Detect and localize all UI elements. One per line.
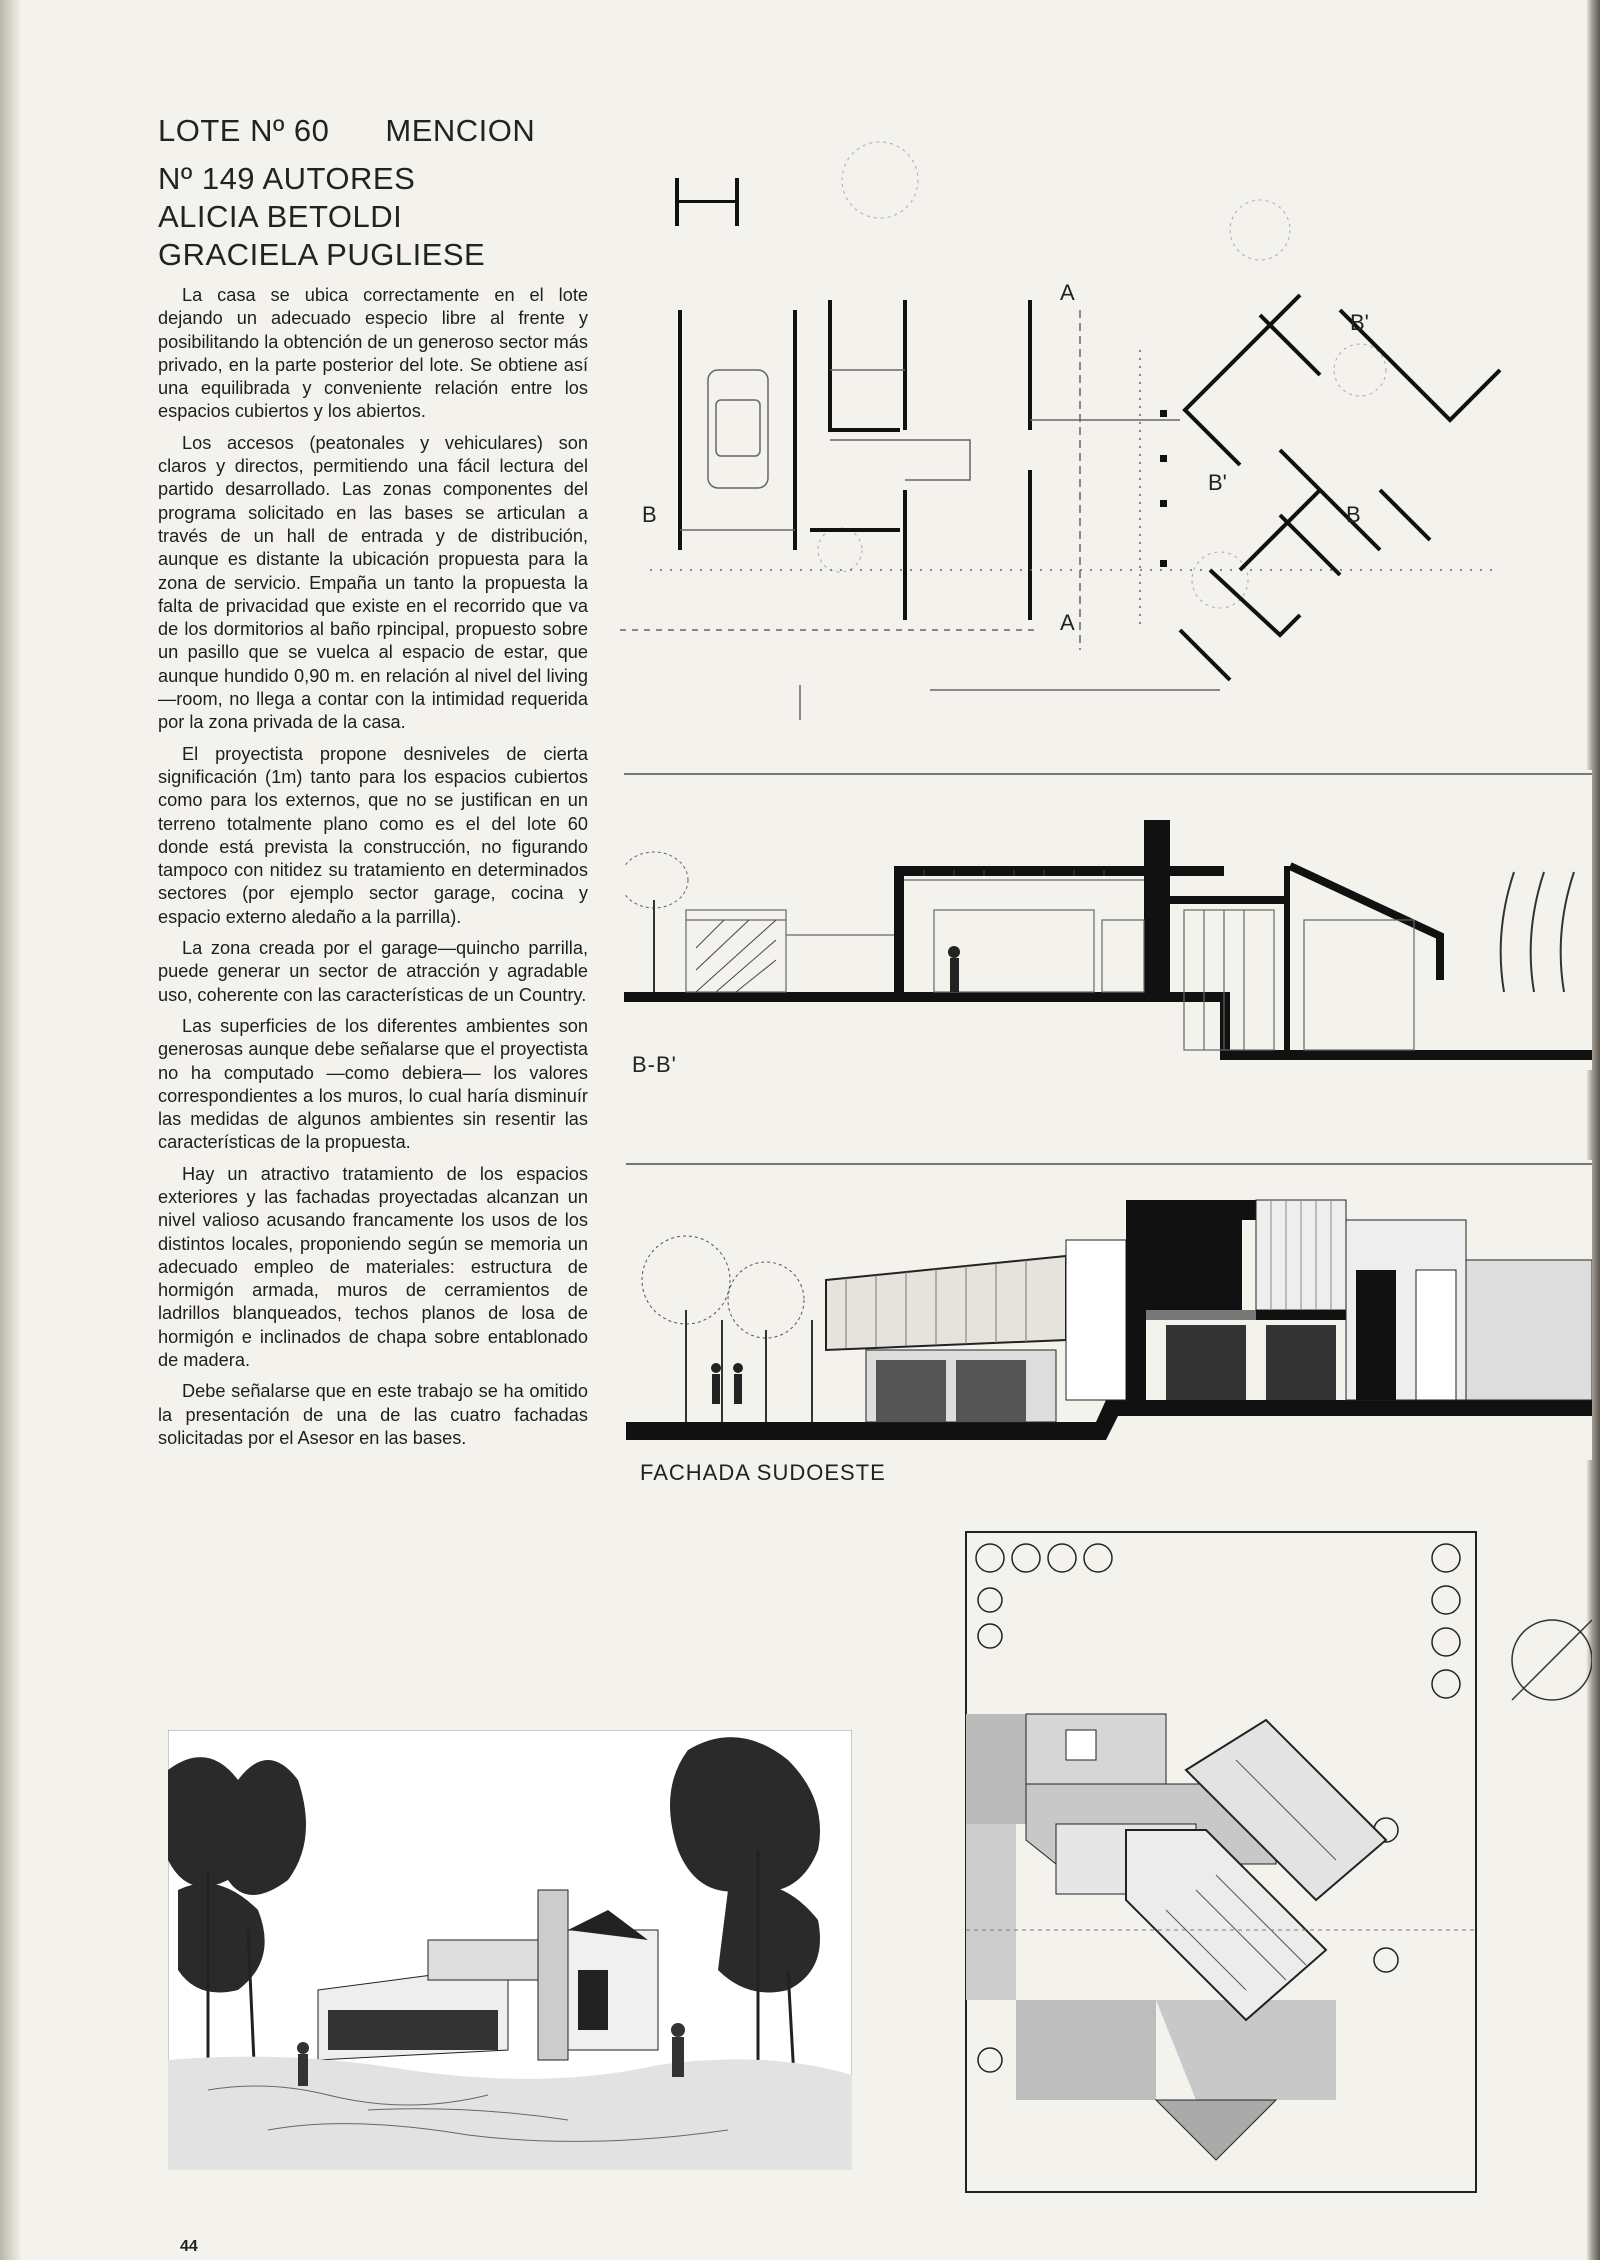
- lot-number: LOTE Nº 60: [158, 113, 330, 148]
- section-mark-a: A: [1060, 610, 1075, 635]
- article-header: [158, 112, 578, 274]
- page-binding-shadow-left: [0, 0, 22, 2260]
- body-paragraph: Debe señalarse que en este trabajo se ha omitido la presentación de una de las cuatro fachadas solicitadas por el Asesor en las bases.: [158, 1381, 588, 1448]
- section-mark-b: B: [642, 502, 657, 527]
- body-paragraph: La zona creada por el garage—quincho parrilla, puede generar un sector de atracción y agradable uso, coherente con las características de un Country.: [158, 938, 588, 1005]
- section-b-b-drawing: [624, 770, 1592, 1070]
- section-mark-b-prime: B': [1350, 310, 1369, 335]
- section-caption: B-B': [632, 1052, 677, 1077]
- article-body: [158, 284, 588, 1458]
- facade-caption: FACHADA SUDOESTE: [640, 1460, 886, 1485]
- author-name: GRACIELA PUGLIESE: [158, 237, 486, 272]
- section-mark-a: A: [1060, 280, 1075, 305]
- body-paragraph: Hay un atractivo tratamiento de los espacios exteriores y las fachadas proyectadas alcanzan un nivel valioso acusando francamente los usos de los distintos locales, proponiendo según se memoria un adecuado empleo de materiales: estructura de hormigón armada, muros de cerramientos de ladrillos blanqueados, techos planos de losa de hormigón e inclinados de chapa sobre entablonado de madera.: [158, 1163, 588, 1371]
- body-paragraph: El proyectista propone desniveles de cierta significación (1m) tanto para los espacios cubiertos como para los externos, que no se justifican en un terreno totalmente plano como es el del lote 60 donde está prevista la construcción, no figurando tampoco con nitidez su tratamiento en determinados sectores (por ejemplo sector garage, cocina y espacio externo aledaño a la parrilla).: [158, 743, 588, 927]
- award-label: MENCION: [385, 113, 536, 148]
- entry-number: Nº 149 AUTORES: [158, 161, 416, 196]
- perspective-sketch: [168, 1730, 852, 2170]
- section-mark-b: B: [1346, 502, 1361, 527]
- southwest-facade-drawing: [626, 1160, 1592, 1460]
- page-number: 44: [180, 2238, 198, 2255]
- body-paragraph: Los accesos (peatonales y vehiculares) son claros y directos, permitiendo una fácil lectura del partido desarrollado. Las zonas componentes del programa solicitado en las bases se articulan a través de un hall de entrada y de distribución, aunque es distante la ubicación propuesta para la zona de servicio. Empaña un tanto la propuesta la falta de privacidad que existe en el recorrido que va de los dormitorios al baño rpincipal, propuesto sobre un pasillo que se vuelca al espacio de estar, que aunque hundido 0,90 m. en relación al nivel del living—room, no llega a contar con la intimidad requerida por la zona privada de la casa.: [158, 432, 588, 733]
- header-lot-line: [158, 112, 578, 150]
- body-paragraph: La casa se ubica correctamente en el lote dejando un adecuado especio libre al frente y posibilitando la obtención de un generoso sector más privado, en la parte posterior del lote. Se obtiene así una equilibrada y conveniente relación entre los espacios cubiertos y los abiertos.: [158, 285, 588, 422]
- author-name: ALICIA BETOLDI: [158, 199, 403, 234]
- site-plan-drawing: [886, 1520, 1592, 2200]
- body-paragraph: Las superficies de los diferentes ambientes son generosas aunque debe señalarse que el proyectista no ha computado —como debiera— los valores correspondientes a los muros, lo cual haría disminuír las medidas de algunos ambientes sin resentir las características de la propuesta.: [158, 1015, 588, 1153]
- floor-plan-drawing: [620, 110, 1580, 750]
- section-mark-b-prime: B': [1208, 470, 1227, 495]
